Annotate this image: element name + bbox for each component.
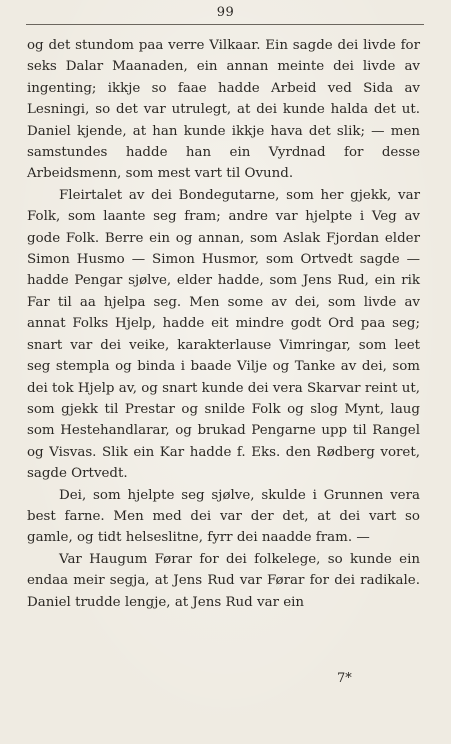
body-text [27, 35, 420, 613]
header-rule [26, 24, 424, 25]
paragraph: Var Haugum Førar for dei folkelege, so kunde ein endaa meir segja, at Jens Rud var Førar for dei radikale. Daniel trudde lengje, at Jens Rud var ein [27, 551, 420, 610]
page-number: 99 [216, 5, 235, 20]
paragraph: og det stundom paa verre Vilkaar. Ein sagde dei livde for seks Dalar Maanaden, ein annan meinte dei livde av ingenting; ikkje so faae hadde Arbeid ved Sida av Lesningi, so det var utrulegt, at dei kunde halda det ut. Daniel kjende, at han kunde ikkje hava det slik; — men samstundes hadde han ein Vyrdnad for desse Arbeidsmenn, som mest vart til Ovund. [27, 38, 420, 182]
paragraph: Fleirtalet av dei Bondegutarne, som her gjekk, var Folk, som laante seg fram; andre var hjelpte i Veg av gode Folk. Berre ein og annan, som Aslak Fjordan elder Simon Husmo — Simon Husmor, som Ortvedt sagde — hadde Pengar sjølve, elder hadde, som Jens Rud, ein rik Far til aa hjelpa seg. Men some av dei, som livde av annat Folks Hjelp, hadde eit mindre godt Ord paa seg; snart var dei veike, karakterlause Vimringar, som leet seg stempla og binda i baade Vilje og Tanke av dei, som dei tok Hjelp av, og snart kunde dei vera Skarvar reint ut, som gjekk til Prestar og snilde Folk og slog Mynt, laug som Hestehandlarar, og brukad Pengarne upp til Rangel og Visvas. Slik ein Kar hadde f. Eks. den Rødberg voret, sagde Ortvedt. [27, 187, 420, 482]
paragraph: Dei, som hjelpte seg sjølve, skulde i Grunnen vera best farne. Men med dei var der det, at dei vart so gamle, og tidt helseslitne, fyrr dei naadde fram. — [27, 487, 420, 546]
signature-mark: 7* [337, 671, 352, 686]
